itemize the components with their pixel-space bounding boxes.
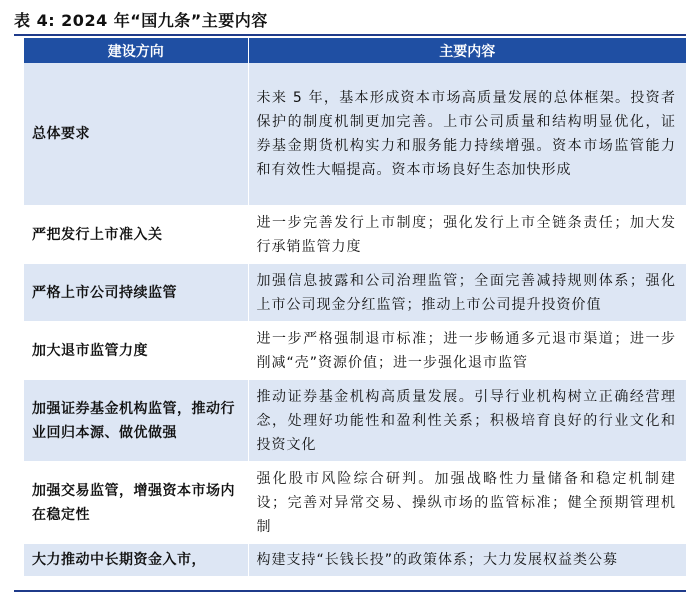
direction-cell: 加强交易监管，增强资本市场内在稳定性 bbox=[24, 462, 248, 544]
table-row bbox=[24, 380, 686, 462]
bottom-divider bbox=[14, 590, 686, 592]
column-header-content: 主要内容 bbox=[248, 38, 686, 63]
direction-cell: 加大退市监管力度 bbox=[24, 322, 248, 380]
direction-cell: 加强证券基金机构监管，推动行业回归本源、做优做强 bbox=[24, 380, 248, 462]
table-row bbox=[24, 544, 686, 577]
table-title: 表 4: 2024 年“国九条”主要内容 bbox=[14, 11, 268, 30]
table-row bbox=[24, 462, 686, 544]
content-cell: 构建支持“长钱长投”的政策体系；大力发展权益类公募 bbox=[248, 544, 686, 577]
content-cell: 未来 5 年，基本形成资本市场高质量发展的总体框架。投资者保护的制度机制更加完善。上市公司质量和结构明显优化，证券基金期货机构实力和服务能力持续增强。资本市场监管能力和有效性大幅提高。资本市场良好生态加快形成 bbox=[248, 63, 686, 206]
table-row bbox=[24, 206, 686, 264]
table-row bbox=[24, 63, 686, 206]
direction-cell: 严把发行上市准入关 bbox=[24, 206, 248, 264]
direction-cell: 严格上市公司持续监管 bbox=[24, 264, 248, 322]
table-header-row bbox=[24, 38, 686, 63]
content-cell: 进一步完善发行上市制度；强化发行上市全链条责任；加大发行承销监管力度 bbox=[248, 206, 686, 264]
content-cell: 推动证券基金机构高质量发展。引导行业机构树立正确经营理念，处理好功能性和盈利性关系；积极培育良好的行业文化和投资文化 bbox=[248, 380, 686, 462]
title-divider bbox=[14, 34, 686, 36]
policy-table bbox=[24, 38, 686, 577]
content-cell: 强化股市风险综合研判。加强战略性力量储备和稳定机制建设；完善对异常交易、操纵市场的监管标准；健全预期管理机制 bbox=[248, 462, 686, 544]
content-cell: 加强信息披露和公司治理监管；全面完善减持规则体系；强化上市公司现金分红监管；推动上市公司提升投资价值 bbox=[248, 264, 686, 322]
direction-cell: 总体要求 bbox=[24, 63, 248, 206]
table-row bbox=[24, 322, 686, 380]
table-row bbox=[24, 264, 686, 322]
direction-cell: 大力推动中长期资金入市， bbox=[24, 544, 248, 577]
content-cell: 进一步严格强制退市标准；进一步畅通多元退市渠道；进一步削减“壳”资源价值；进一步强化退市监管 bbox=[248, 322, 686, 380]
column-header-direction: 建设方向 bbox=[24, 38, 248, 63]
